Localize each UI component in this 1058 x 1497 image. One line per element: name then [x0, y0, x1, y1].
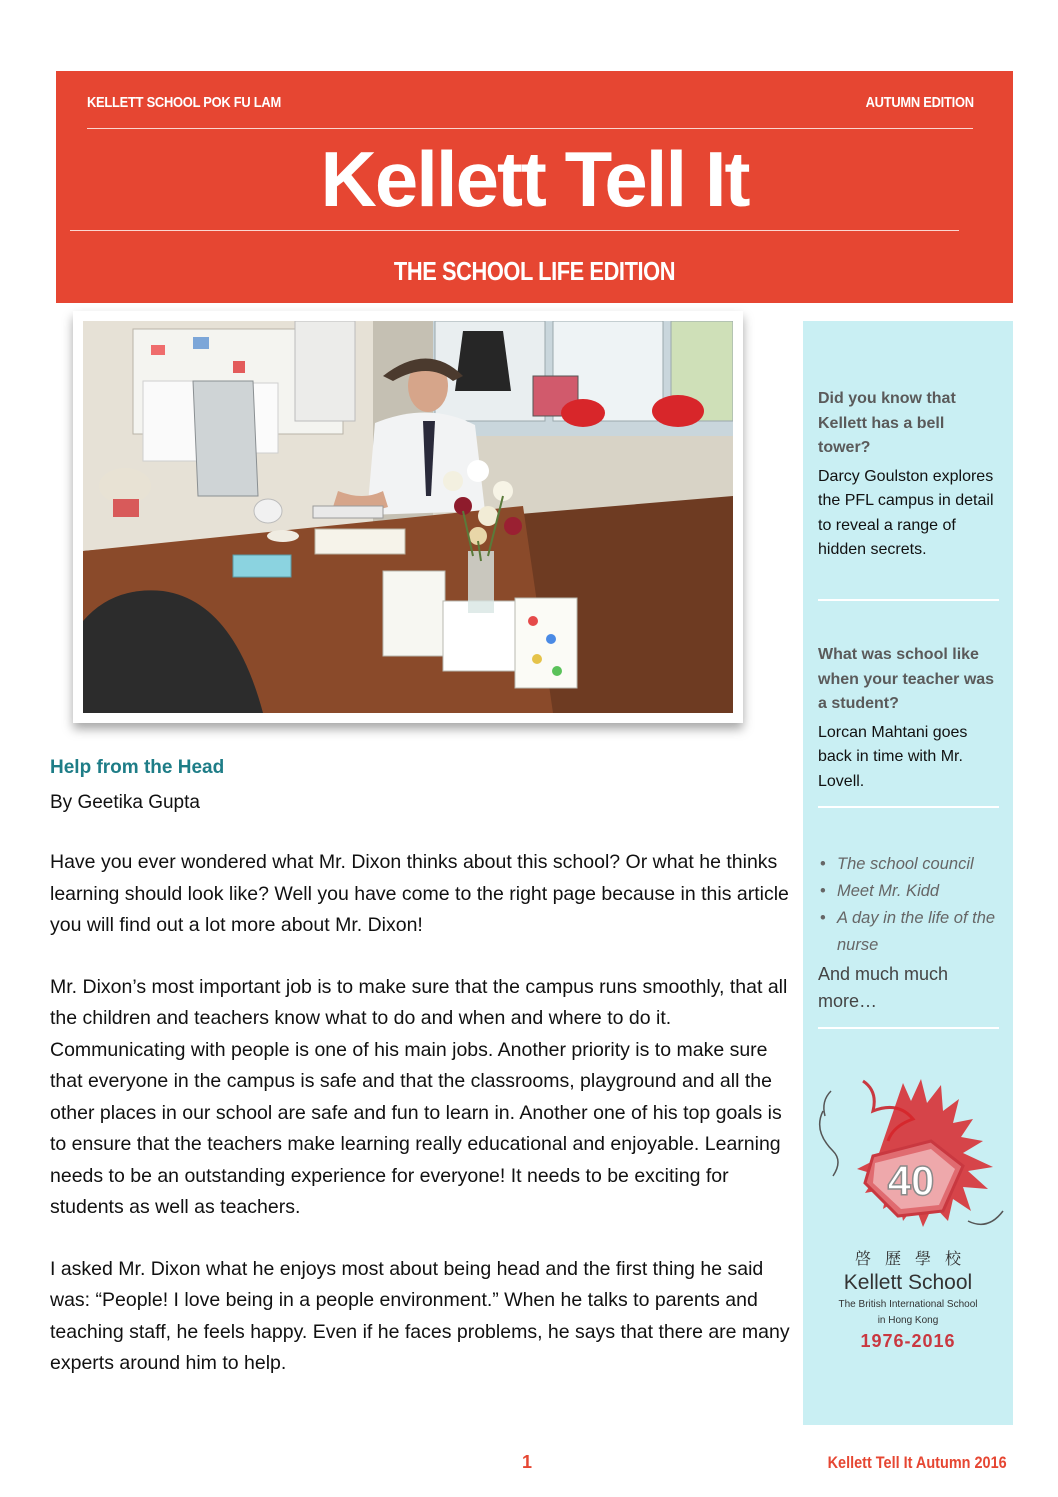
headteacher-photo [73, 311, 743, 723]
list-item[interactable]: • Meet Mr. Kidd [818, 878, 999, 905]
masthead-rule-mid [70, 230, 959, 231]
page-number: 1 [522, 1452, 533, 1472]
and-more-text: And much much more… [818, 964, 949, 1011]
masthead-rule-top [87, 128, 973, 129]
list-item[interactable]: • A day in the life of the nurse [818, 905, 999, 959]
school-anniversary-logo [803, 1071, 1013, 1352]
article-paragraph: Have you ever wondered what Mr. Dixon thinks about this school? Or what he thinks learning should look like? Well you have come to the right page because in this article you will find out a lot more about Mr. Dixon! [50, 851, 789, 936]
logo-school-name: Kellett School [843, 1271, 973, 1294]
logo-years: 1976-2016 [860, 1331, 956, 1351]
office-illustration [83, 321, 733, 713]
edition-label: AUTUMN EDITION [865, 94, 974, 111]
dragon-40-emblem [803, 1071, 1013, 1239]
logo-tagline-1: The British International School [838, 1299, 978, 1310]
article-help-from-the-head [50, 752, 790, 1380]
article-headline: Help from the Head [50, 757, 225, 778]
teaser-list-block [818, 851, 999, 1015]
logo-tagline-2: in Hong Kong [877, 1315, 939, 1326]
sidebar-divider [818, 1027, 999, 1029]
sidebar-divider [818, 599, 999, 601]
logo-chinese-name: 啓歷學校 [854, 1251, 975, 1268]
footer-title: Kellett Tell It Autumn 2016 [827, 1453, 1007, 1472]
sidebar [803, 321, 1013, 1425]
masthead [56, 71, 1013, 303]
list-item[interactable]: • The school council [818, 851, 999, 878]
teaser-teacher-as-student[interactable] [818, 643, 999, 794]
teaser-list [818, 851, 999, 959]
article-paragraph: I asked Mr. Dixon what he enjoys most about being head and the first thing he said was: “People! I love being in a people environment.” When he talks to parents and teaching staff, he feels happy. Even if he faces problems, he says that there are many experts around him to help. [50, 1257, 790, 1374]
article-byline: By Geetika Gupta [50, 792, 200, 813]
office-scene [83, 321, 733, 713]
teaser-bell-tower[interactable] [818, 387, 999, 563]
logo-number: 40 [887, 1157, 935, 1204]
newsletter-title: Kellett Tell It [320, 135, 749, 223]
teaser-answer: Darcy Goulston explores the PFL campus in detail to reveal a range of hidden secrets. [818, 467, 994, 558]
school-name: KELLETT SCHOOL POK FU LAM [87, 94, 281, 111]
edition-subtitle: THE SCHOOL LIFE EDITION [393, 256, 676, 286]
article-paragraph: Mr. Dixon’s most important job is to make sure that the campus runs smoothly, that all the children and teachers know what to do and when and where to do it. Communicating with people is one of his main jobs. Another priority is to make sure that everyone in the campus is safe and that the classrooms, playground and all the other places in our school are safe and fun to learn in. Another one of his top goals is to ensure that the teachers make learning really educational and enjoyable. Learning needs to be an outstanding experience for everyone! It needs to be exciting for students as well as teachers. [50, 975, 788, 1218]
teaser-answer: Lorcan Mahtani goes back in time with Mr. Lovell. [818, 723, 968, 790]
sidebar-divider [818, 806, 999, 808]
teaser-question: Did you know that Kellett has a bell tower? [818, 390, 956, 456]
teaser-question: What was school like when your teacher was a student? [818, 646, 995, 712]
